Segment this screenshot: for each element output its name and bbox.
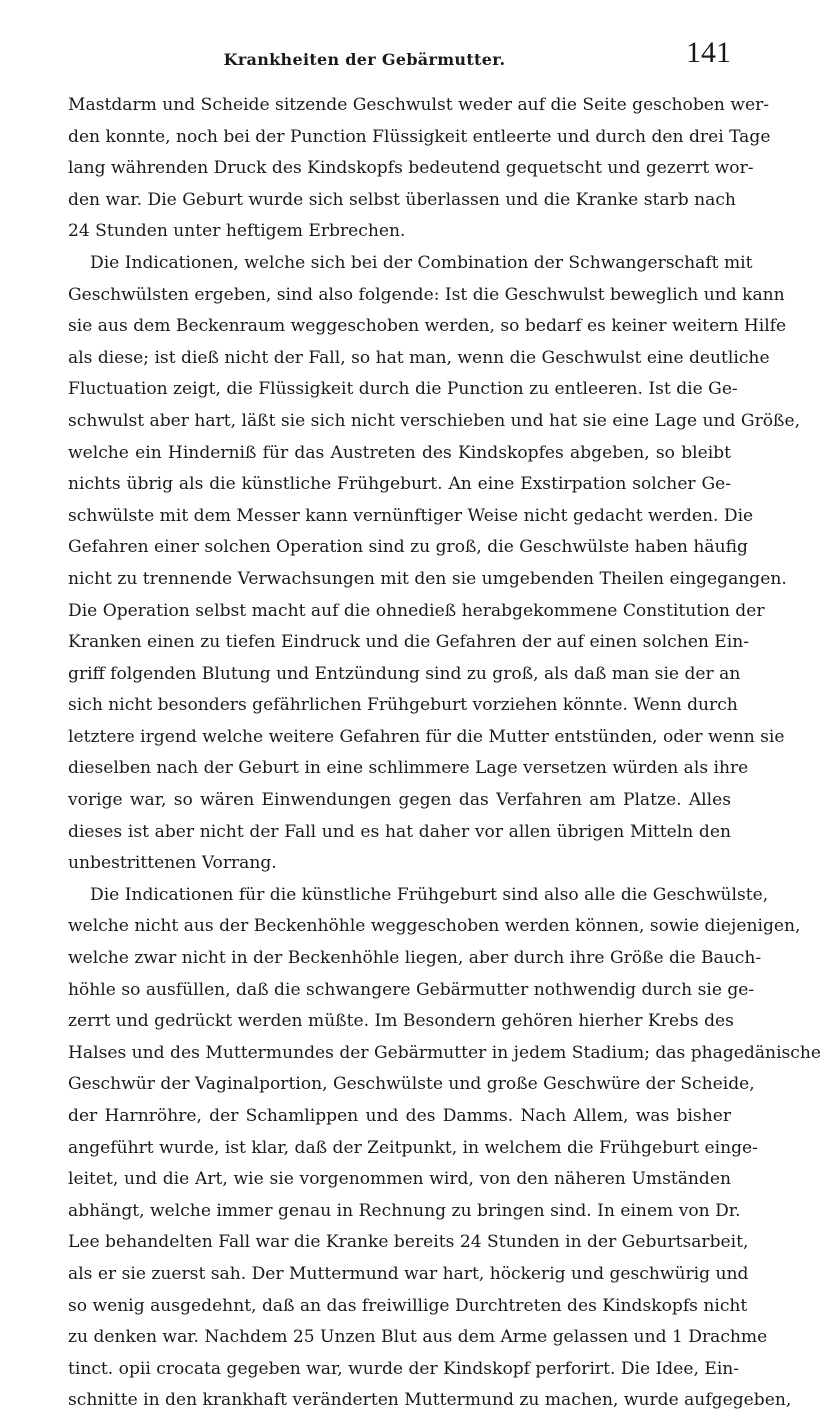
text-line: griff folgenden Blutung und Entzündung sind zu groß, als daß man sie der an xyxy=(68,663,741,684)
text-line: höhle so ausfüllen, daß die schwangere Gebärmutter nothwendig durch sie ge- xyxy=(68,979,755,1000)
text-line: dieses ist aber nicht der Fall und es hat daher vor allen übrigen Mitteln den xyxy=(68,821,731,842)
text-line: den war. Die Geburt wurde sich selbst überlassen und die Kranke starb nach xyxy=(68,189,736,210)
text-line: welche ein Hinderniß für das Austreten des Kindskopfes abgeben, so bleibt xyxy=(68,442,731,463)
text-line: angeführt wurde, ist klar, daß der Zeitpunkt, in welchem die Frühgeburt einge- xyxy=(68,1137,758,1158)
text-line: unbestrittenen Vorrang. xyxy=(68,853,277,874)
text-line: Geschwür der Vaginalportion, Geschwülste und große Geschwüre der Scheide, xyxy=(68,1074,755,1095)
text-line: sich nicht besonders gefährlichen Frühgeburt vorziehen könnte. Wenn durch xyxy=(68,695,738,716)
text-line: Die Operation selbst macht auf die ohnedieß herabgekommene Constitution der xyxy=(68,600,765,621)
text-line: leitet, und die Art, wie sie vorgenommen wird, von den näheren Umständen xyxy=(68,1169,731,1190)
page-header xyxy=(68,36,731,90)
page-number: 141 xyxy=(686,36,731,69)
text-line: so wenig ausgedehnt, daß an das freiwillige Durchtreten des Kindskopfs nicht xyxy=(68,1295,748,1316)
text-line: letztere irgend welche weitere Gefahren für die Mutter entstünden, oder wenn sie xyxy=(68,726,785,747)
running-head: Krankheiten der Gebärmutter. xyxy=(223,50,506,69)
text-line: sie aus dem Beckenraum weggeschoben werden, so bedarf es keiner weitern Hilfe xyxy=(68,316,787,337)
text-line: schwülste mit dem Messer kann vernünftiger Weise nicht gedacht werden. Die xyxy=(68,505,754,526)
text-line: Die Indicationen für die künstliche Frühgeburt sind also alle die Geschwülste, xyxy=(90,884,769,905)
text-line: als diese; ist dieß nicht der Fall, so hat man, wenn die Geschwulst eine deutliche xyxy=(68,347,770,368)
text-line: welche zwar nicht in der Beckenhöhle liegen, aber durch ihre Größe die Bauch- xyxy=(68,948,762,969)
text-line: lang währenden Druck des Kindskopfs bedeutend gequetscht und gezerrt wor- xyxy=(68,158,754,179)
text-line: Lee behandelten Fall war die Kranke bereits 24 Stunden in der Geburtsarbeit, xyxy=(68,1232,749,1253)
text-line: abhängt, welche immer genau in Rechnung zu bringen sind. In einem von Dr. xyxy=(68,1200,741,1221)
text-line: nichts übrig als die künstliche Frühgeburt. An eine Exstirpation solcher Ge- xyxy=(68,474,731,495)
text-line: zerrt und gedrückt werden müßte. Im Besondern gehören hierher Krebs des xyxy=(68,1011,734,1032)
paragraph xyxy=(68,248,801,880)
text-line: schwulst aber hart, läßt sie sich nicht verschieben und hat sie eine Lage und Größe, xyxy=(68,410,801,431)
text-line: Kranken einen zu tiefen Eindruck und die Gefahren der auf einen solchen Ein- xyxy=(68,632,749,653)
text-line: nicht zu trennende Verwachsungen mit den sie umgebenden Theilen eingegangen. xyxy=(68,568,787,589)
text-line: Fluctuation zeigt, die Flüssigkeit durch die Punction zu entleeren. Ist die Ge- xyxy=(68,379,738,400)
text-line: welche nicht aus der Beckenhöhle weggeschoben werden können, sowie diejenigen, xyxy=(68,916,801,937)
paragraph xyxy=(68,90,771,248)
paragraph xyxy=(68,880,821,1417)
text-line: dieselben nach der Geburt in eine schlimmere Lage versetzen würden als ihre xyxy=(68,758,749,779)
text-line: 24 Stunden unter heftigem Erbrechen. xyxy=(68,221,406,242)
body-text xyxy=(68,90,821,1417)
text-line: Mastdarm und Scheide sitzende Geschwulst weder auf die Seite geschoben wer- xyxy=(68,95,770,115)
text-line: der Harnröhre, der Schamlippen und des Damms. Nach Allem, was bisher xyxy=(68,1106,731,1126)
text-line: Die Indicationen, welche sich bei der Combination der Schwangerschaft mit xyxy=(90,252,753,273)
text-line: als er sie zuerst sah. Der Muttermund war hart, höckerig und geschwürig und xyxy=(68,1263,749,1284)
text-line: vorige war, so wären Einwendungen gegen das Verfahren am Platze. Alles xyxy=(68,790,731,811)
text-line: Halses und des Muttermundes der Gebärmutter in jedem Stadium; das phagedänische xyxy=(68,1042,821,1063)
text-line: den konnte, noch bei der Punction Flüssigkeit entleerte und durch den drei Tage xyxy=(68,126,771,147)
text-line: schnitte in den krankhaft veränderten Muttermund zu machen, wurde aufgegeben, xyxy=(68,1390,792,1411)
text-line: zu denken war. Nachdem 25 Unzen Blut aus dem Arme gelassen und 1 Drachme xyxy=(68,1327,768,1348)
text-line: tinct. opii crocata gegeben war, wurde der Kindskopf perforirt. Die Idee, Ein- xyxy=(68,1358,740,1379)
text-line: Geschwülsten ergeben, sind also folgende: Ist die Geschwulst beweglich und kann xyxy=(68,284,785,305)
text-line: Gefahren einer solchen Operation sind zu groß, die Geschwülste haben häufig xyxy=(68,537,748,558)
